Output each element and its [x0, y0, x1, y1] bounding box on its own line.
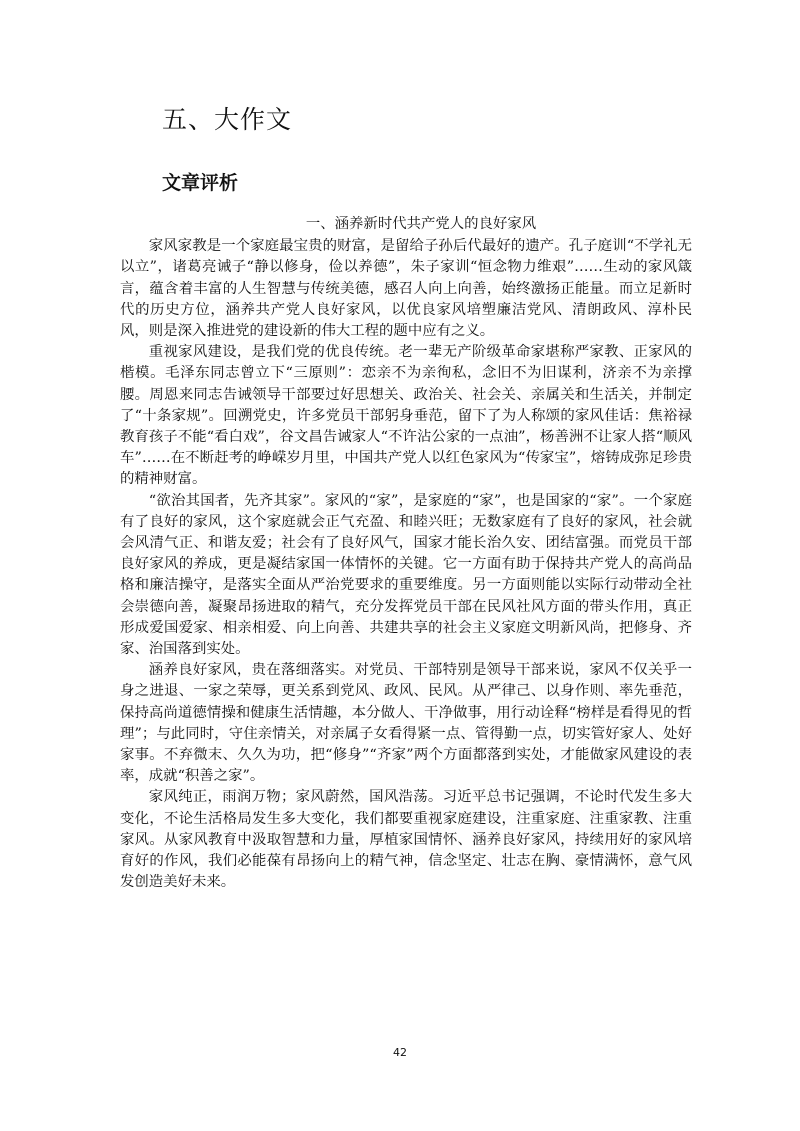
essay-paragraph-1: 家风家教是一个家庭最宝贵的财富，是留给子孙后代最好的遗产。孔子庭训“不学礼无以立”，诸葛亮诫子“静以修身，俭以养德”，朱子家训“恒念物力维艰”……生动的家风箴言，蕴含着丰富的人生智慧与传统美德，感召人向上向善，始终激扬正能量。而立足新时代的历史方位，涵养共产党人良好家风，以优良家风培塑廉洁党风、清朗政风、淳朴民风，则是深入推进党的建设新的伟大工程的题中应有之义。 — [120, 238, 692, 340]
section-title: 五、大作文 — [162, 105, 293, 134]
sub-title: 文章评析 — [162, 172, 239, 194]
essay-paragraph-3: “欲治其国者，先齐其家”。家风的“家”，是家庭的“家”，也是国家的“家”。一个家庭有了良好的家风，这个家庭就会正气充盈、和睦兴旺；无数家庭有了良好的家风，社会就会风清气正、和谐友爱；社会有了良好风气，国家才能长治久安、团结富强。而党员干部良好家风的养成，更是凝结家国一体情怀的关键。它一方面有助于保持共产党人的高尚品格和廉洁操守，是落实全面从严治党要求的重要维度。另一方面则能以实际行动带动全社会崇德向善，凝聚昂扬进取的精气，充分发挥党员干部在民风社风方面的带头作用，真正形成爱国爱家、相亲相爱、向上向善、共建共享的社会主义家庭文明新风尚，把修身、齐家、治国落到实处。 — [120, 492, 692, 658]
essay-title: 一、涵养新时代共产党人的良好家风 — [305, 216, 537, 232]
page-number: 42 — [393, 1046, 407, 1059]
essay-paragraph-4: 涵养良好家风，贵在落细落实。对党员、干部特别是领导干部来说，家风不仅关乎一身之进退、一家之荣辱，更关系到党风、政风、民风。从严律己、以身作则、率先垂范，保持高尚道德情操和健康生活情趣，本分做人、干净做事，用行动诠释“榜样是看得见的哲理”；与此同时，守住亲情关，对亲属子女看得紧一点、管得勤一点，切实管好家人、处好家事。不弃微末、久久为功，把“修身”“齐家”两个方面都落到实处，才能做家风建设的表率，成就“积善之家”。 — [120, 662, 692, 785]
essay-body — [120, 214, 692, 894]
essay-paragraph-5: 家风纯正，雨润万物；家风蔚然，国风浩荡。习近平总书记强调，不论时代发生多大变化，不论生活格局发生多大变化，我们都要重视家庭建设，注重家庭、注重家教、注重家风。从家风教育中汲取智慧和力量，厚植家国情怀、涵养良好家风，持续用好的家风培育好的作风，我们必能葆有昂扬向上的精气神，信念坚定、壮志在胸、豪情满怀，意气风发创造美好未来。 — [120, 789, 692, 891]
essay-paragraph-2: 重视家风建设，是我们党的优良传统。老一辈无产阶级革命家堪称严家教、正家风的楷模。毛泽东同志曾立下“三原则”：恋亲不为亲徇私，念旧不为旧谋利，济亲不为亲撑腰。周恩来同志告诫领导干部要过好思想关、政治关、社会关、亲属关和生活关，并制定了“十条家规”。回溯党史，许多党员干部躬身垂范，留下了为人称颂的家风佳话：焦裕禄教育孩子不能“看白戏”，谷文昌告诫家人“不许沾公家的一点油”，杨善洲不让家人搭“顺风车”……在不断赶考的峥嵘岁月里，中国共产党人以红色家风为“传家宝”，熔铸成弥足珍贵的精神财富。 — [120, 344, 692, 488]
